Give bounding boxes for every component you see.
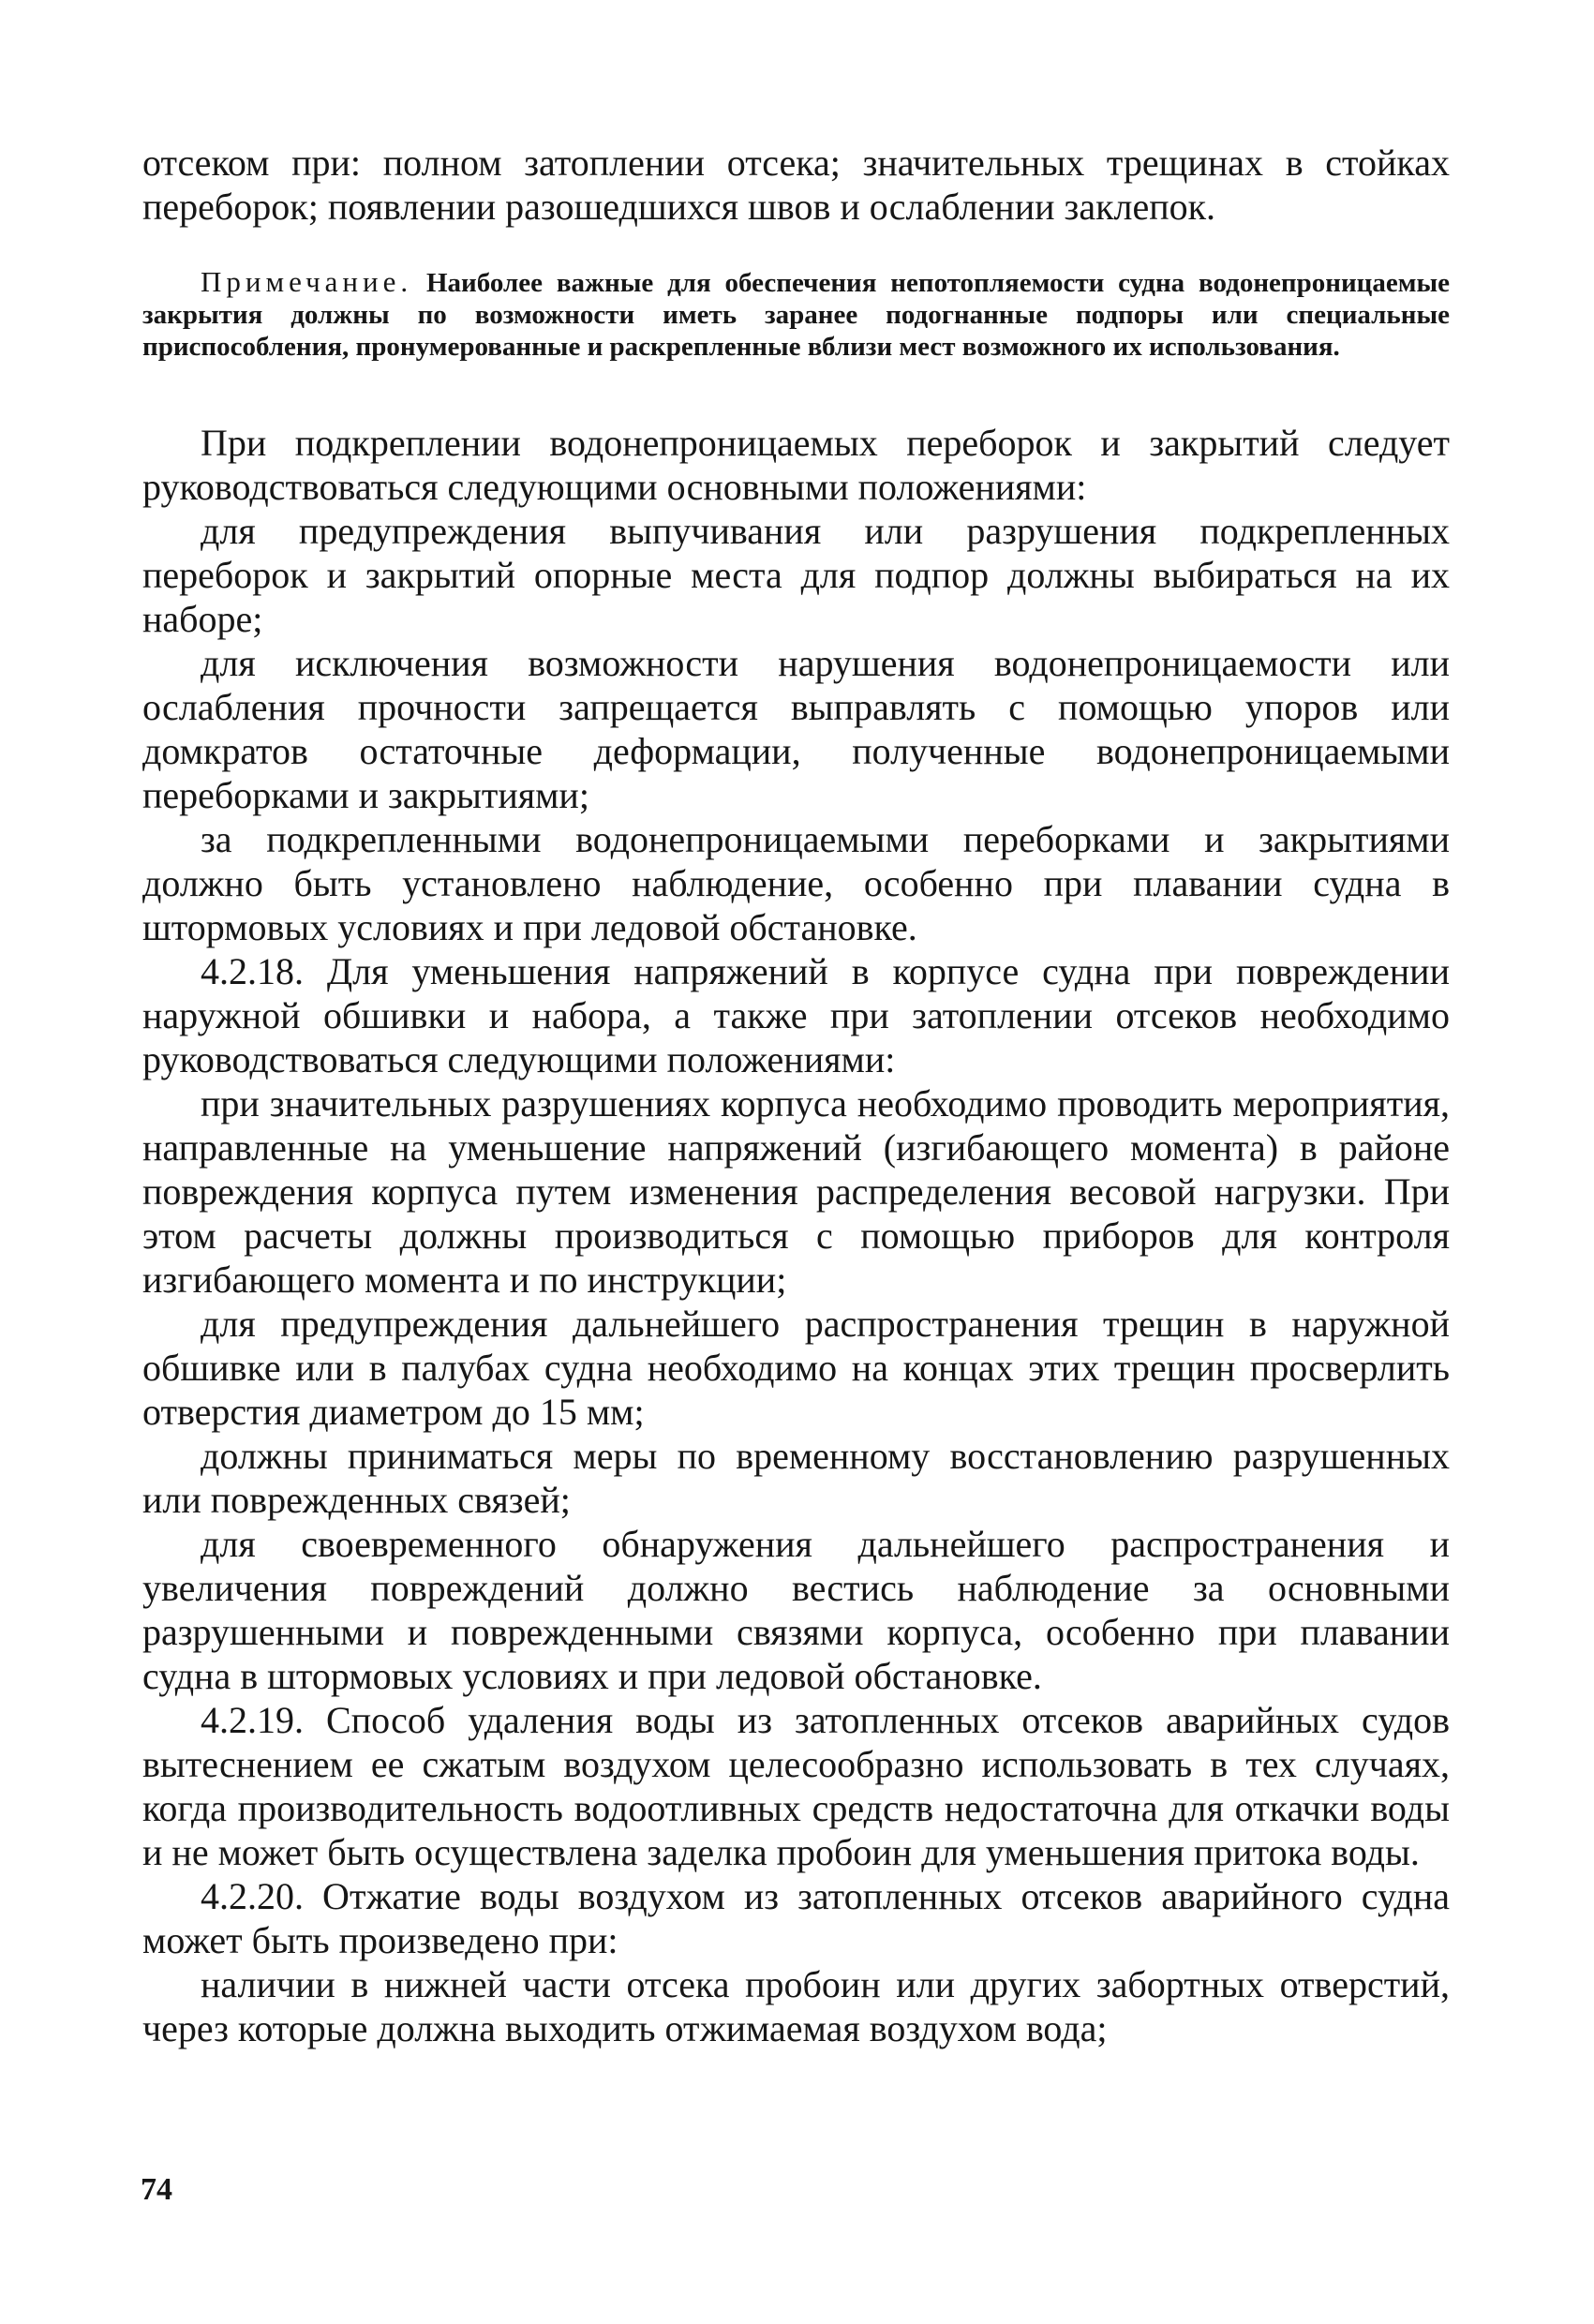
paragraph: При подкреплении водонепроницаемых переборок и закрытий следует руководствоваться следующими основными положениями: <box>142 422 1450 508</box>
section-4-2-19: 4.2.19. Способ удаления воды из затопленных отсеков аварийных судов вытеснением ее сжатым воздухом целесообразно использовать в тех случаях, когда производительность водоотливных средств недостаточна для откачки воды и не может быть осуществлена заделка пробоин для уменьшения притока воды. <box>142 1699 1450 1873</box>
note-text: Наиболее важные для обеспечения непотопляемости судна водонепроницаемые закрытия должны по возможности иметь заранее подогнанные подпоры или специальные приспособления, пронумерованные и раскрепленные вблизи мест возможного их использования. <box>142 268 1450 362</box>
note-label: Примечание. <box>201 265 413 298</box>
page-number: 74 <box>141 2172 172 2207</box>
paragraph: для предупреждения выпучивания или разрушения подкрепленных переборок и закрытий опорные места для подпор должны выбираться на их наборе; <box>142 510 1450 640</box>
note-block <box>142 266 1450 363</box>
paragraph: за подкрепленными водонепроницаемыми переборками и закрытиями должно быть установлено наблюдение, особенно при плавании судна в штормовых условиях и при ледовой обстановке. <box>142 818 1450 948</box>
paragraph: для предупреждения дальнейшего распространения трещин в наружной обшивке или в палубах судна необходимо на концах этих трещин просверлить отверстия диаметром до 15 мм; <box>142 1303 1450 1433</box>
paragraph: должны приниматься меры по временному восстановлению разрушенных или поврежденных связей; <box>142 1435 1450 1521</box>
paragraph: наличии в нижней части отсека пробоин или других забортных отверстий, через которые должна выходить отжимаемая воздухом вода; <box>142 1963 1450 2049</box>
paragraph: для своевременного обнаружения дальнейшего распространения и увеличения повреждений должно вестись наблюдение за основными разрушенными и поврежденными связями корпуса, особенно при плавании судна в штормовых условиях и при ледовой обстановке. <box>142 1523 1450 1697</box>
paragraph: для исключения возможности нарушения водонепроницаемости или ослабления прочности запрещается выправлять с помощью упоров или домкратов остаточные деформации, полученные водонепроницаемыми переборками и закрытиями; <box>142 642 1450 816</box>
paragraph-continuation: отсеком при: полном затоплении отсека; значительных трещинах в стойках переборок; появлении разошедшихся швов и ослаблении заклепок. <box>142 142 1450 228</box>
paragraph: при значительных разрушениях корпуса необходимо проводить мероприятия, направленные на уменьшение напряжений (изгибающего момента) в районе повреждения корпуса путем изменения распределения весовой нагрузки. При этом расчеты должны производиться с помощью приборов для контроля изгибающего момента и по инструкции; <box>142 1082 1450 1301</box>
section-4-2-18: 4.2.18. Для уменьшения напряжений в корпусе судна при повреждении наружной обшивки и набора, а также при затоплении отсеков необходимо руководствоваться следующими положениями: <box>142 950 1450 1080</box>
section-4-2-20: 4.2.20. Отжатие воды воздухом из затопленных отсеков аварийного судна может быть произведено при: <box>142 1875 1450 1961</box>
page-body <box>142 141 1450 2050</box>
